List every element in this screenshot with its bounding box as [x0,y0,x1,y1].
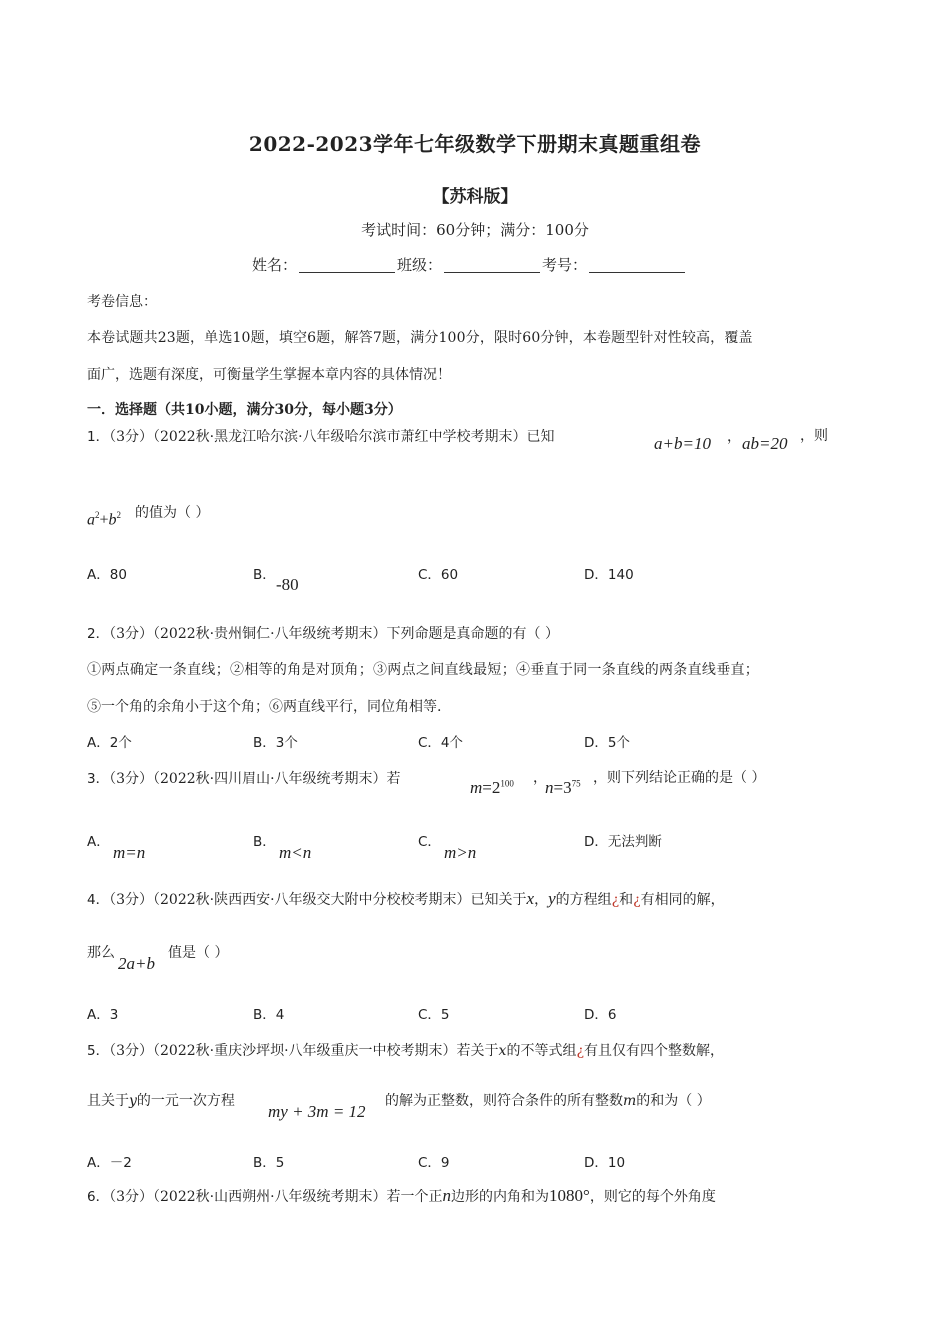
question-4-line-2-prefix: 那么 [87,945,115,961]
option-a-label[interactable]: A． [87,834,110,850]
equation-ab: ab=20 [742,434,788,453]
question-5-line-1 [87,1039,724,1060]
info-label: 考卷信息： [87,294,157,310]
question-score: （3分） [109,626,154,642]
option-a[interactable]: A．－2 [87,1155,132,1171]
edition-label: 【苏科版】 [432,187,518,207]
name-label: 姓名： [252,256,298,274]
equation-m: $m=2^{100}$ [470,778,514,797]
question-text: 若一个正 [386,1189,443,1205]
question-score: （3分） [109,1189,154,1205]
option-b[interactable]: B．5 [253,1155,285,1171]
expression-2a-plus-b: 2a+b [118,954,155,973]
question-text: 的值为（ ） [135,505,210,521]
question-text: 边形的内角和为 [451,1189,550,1205]
variable-y: y [129,1093,137,1109]
question-text: 已知关于 [470,892,527,908]
question-source: （2022秋·重庆沙坪坝·八年级重庆一中校考期末） [153,1043,457,1059]
question-text-tail: ，则下列结论正确的是（ ） [593,770,766,786]
question-4-line-2-suffix: 值是（ ） [168,945,229,961]
option-c-label[interactable]: C． [418,834,441,850]
variable-m: m [623,1093,637,1109]
question-1-line-1 [87,425,555,446]
separator: ， [727,429,741,445]
equation-system-placeholder: ¿ [611,892,620,908]
info-line-2: 面广，选题有深度，可衡量学生掌握本章内容的具体情况！ [87,367,451,383]
page-title: 2022-2023学年七年级数学下册期末真题重组卷 [248,132,702,156]
question-5-line-2-prefix [87,1090,235,1110]
option-b-label[interactable]: B． [253,567,276,583]
separator: ， [533,770,547,786]
question-text-tail: ，则 [800,428,828,444]
option-a-value[interactable]: m=n [113,843,146,862]
question-3-line-1 [87,767,401,788]
name-blank[interactable] [299,256,395,273]
question-text: 和 [619,892,634,908]
section-heading: 一．选择题（共10小题，满分30分，每小题3分） [87,402,402,418]
option-b[interactable]: B．3个 [253,735,298,751]
question-score: （3分） [109,892,154,908]
question-number: 1． [87,429,110,445]
question-text: 的和为（ ） [636,1093,711,1109]
option-a[interactable]: A．80 [87,567,127,583]
number-blank[interactable] [589,256,685,273]
question-text: 有且仅有四个整数解， [583,1043,724,1059]
question-text: 的不等式组 [506,1043,577,1059]
angle-1080: 1080° [549,1186,590,1205]
expression-a2-plus-b2: $a^2+b^2$ [87,510,122,529]
option-b[interactable]: B．4 [253,1007,285,1023]
question-number: 2． [87,626,110,642]
question-score: （3分） [109,429,154,445]
option-b-label[interactable]: B． [253,834,276,850]
exam-time: 考试时间：60分钟；满分：100分 [361,221,589,239]
question-text: 若关于 [456,1043,499,1059]
exponent-m: 100 [500,778,514,789]
option-b-value[interactable]: m<n [279,843,312,862]
inequality-system-placeholder: ¿ [576,1043,584,1059]
option-d[interactable]: D．6 [584,1007,617,1023]
option-b-value[interactable]: -80 [276,575,299,594]
question-text: 的一元一次方程 [136,1093,235,1109]
question-6-line-1 [87,1185,716,1206]
question-source: （2022秋·贵州铜仁·八年级统考期末） [153,626,387,642]
option-a[interactable]: A．3 [87,1007,119,1023]
option-a[interactable]: A．2个 [87,735,132,751]
question-text: 已知 [526,429,555,445]
option-c[interactable]: C．9 [418,1155,450,1171]
question-source: （2022秋·陕西西安·八年级交大附中分校校考期末） [153,892,471,908]
question-text: 的解为正整数，则符合条件的所有整数 [385,1093,623,1109]
variable-n: n [442,1186,452,1205]
question-number: 6． [87,1189,110,1205]
equation-my-3m-12: my + 3m = 12 [268,1102,366,1121]
question-score: （3分） [109,771,154,787]
option-c[interactable]: C．5 [418,1007,450,1023]
question-text: 且关于 [87,1093,129,1109]
variable-x: x [498,1043,507,1059]
option-d[interactable]: D．10 [584,1155,626,1171]
equation-n: $n=3^{75}$ [545,778,581,797]
option-d[interactable]: D．140 [584,567,634,583]
option-c[interactable]: C．4个 [418,735,464,751]
question-source: （2022秋·四川眉山·八年级统考期末） [153,771,387,787]
question-5-line-2-suffix [385,1090,711,1110]
class-label: 班级： [397,256,443,274]
info-line-1: 本卷试题共23题，单选10题，填空6题，解答7题，满分100分，限时60分钟，本卷题型针对性较高，覆盖 [87,330,753,346]
question-2-line-1 [87,622,559,643]
option-c-value[interactable]: m>n [444,843,477,862]
question-2-line-3: ⑤一个角的余角小于这个角；⑥两直线平行，同位角相等. [87,699,442,715]
question-text: 下列命题是真命题的有（ ） [386,626,559,642]
number-label: 考号： [542,256,588,274]
question-text: 若 [386,771,401,787]
equation-a-plus-b: a+b=10 [654,434,711,453]
question-text: 有相同的解， [640,892,725,908]
variable-x: x [526,889,535,908]
question-number: 5． [87,1043,110,1059]
option-c[interactable]: C．60 [418,567,459,583]
question-text: 的方程组 [555,892,612,908]
exponent-n: 75 [571,778,581,789]
variable-y: y [548,889,556,908]
question-text: ，则它的每个外角度 [589,1189,716,1205]
separator: ， [534,892,549,908]
question-4-line-1 [87,888,725,909]
option-d[interactable]: D．5个 [584,735,630,751]
option-d[interactable]: D．无法判断 [584,834,662,850]
question-number: 4． [87,892,110,908]
class-blank[interactable] [444,256,540,273]
question-number: 3． [87,771,110,787]
student-info-fields [252,254,687,275]
question-score: （3分） [109,1043,154,1059]
question-source: （2022秋·黑龙江哈尔滨·八年级哈尔滨市萧红中学校考期末） [153,429,527,445]
question-2-line-2: ①两点确定一条直线；②相等的角是对顶角；③两点之间直线最短；④垂直于同一条直线的两条直线垂直； [87,662,760,678]
question-source: （2022秋·山西朔州·八年级统考期末） [153,1189,387,1205]
equation-system-placeholder: ¿ [633,892,641,908]
